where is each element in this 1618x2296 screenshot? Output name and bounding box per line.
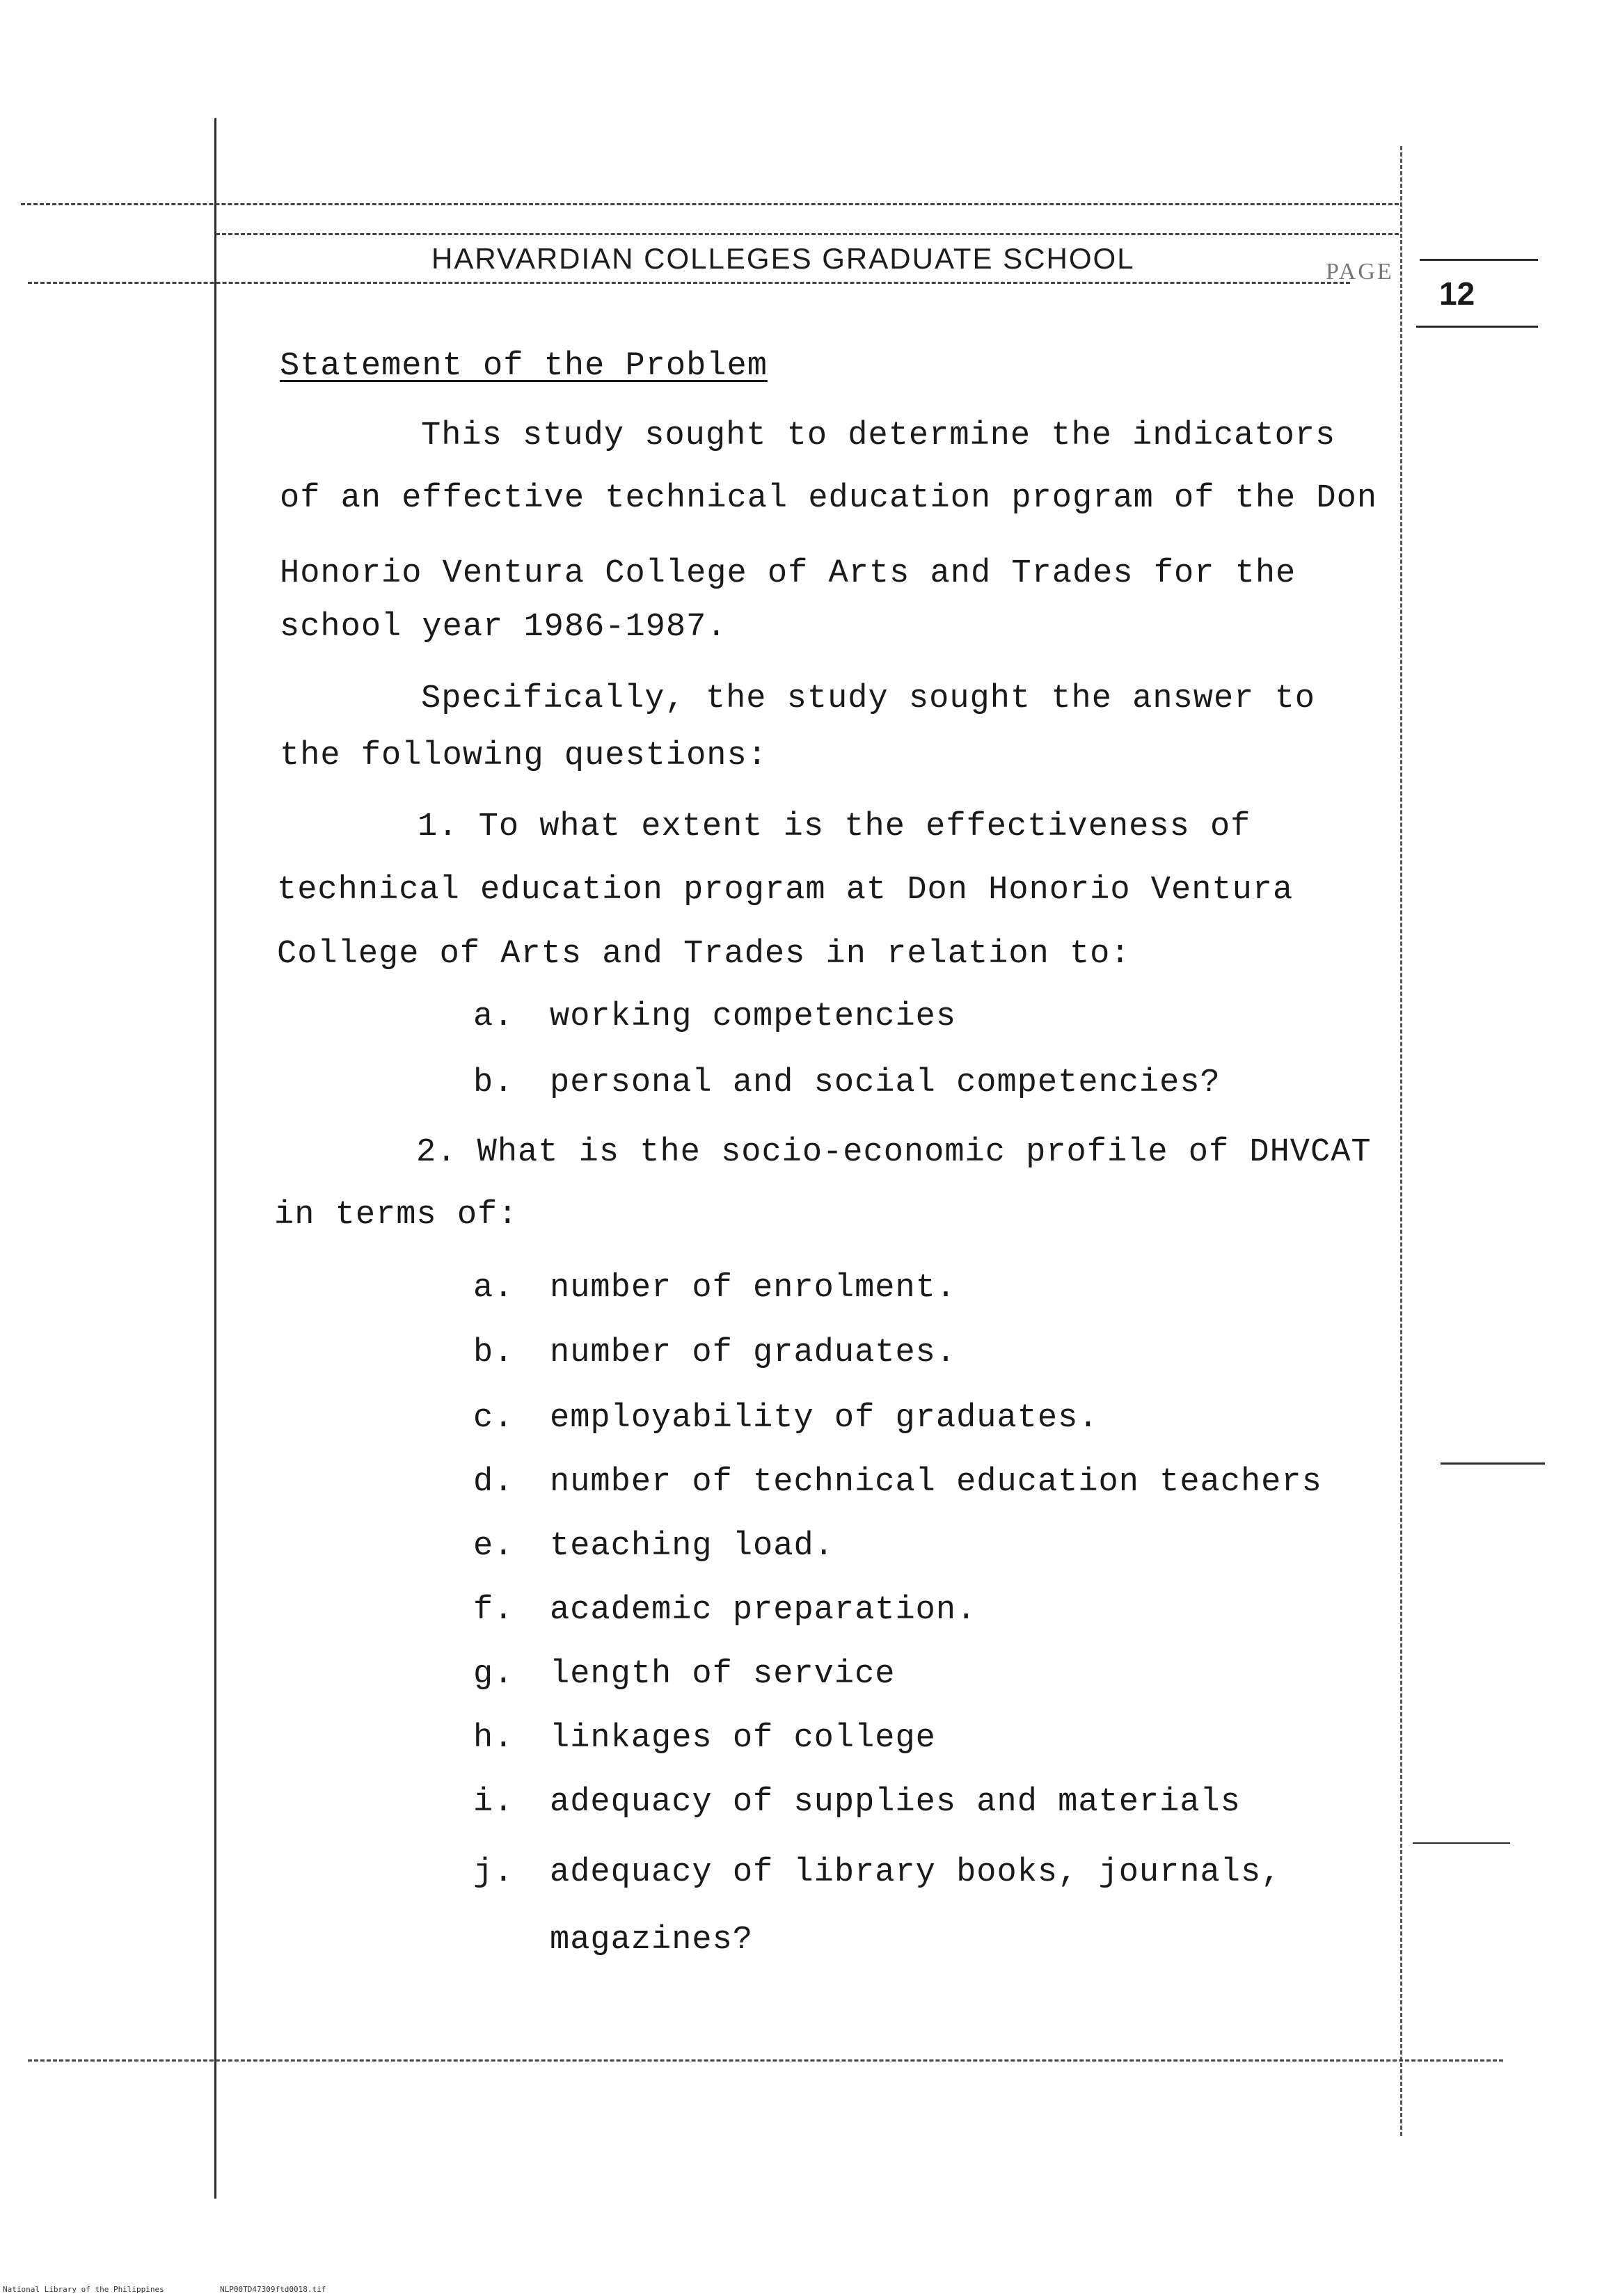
question-2-item-text: adequacy of library books, journals, — [550, 1854, 1282, 1891]
question-2-item-text: academic preparation. — [550, 1592, 977, 1629]
question-2-item-text: number of technical education teachers — [550, 1464, 1322, 1501]
question-1-line-2: technical education program at Don Honorio Ventura — [277, 872, 1294, 909]
right-side-rule-1 — [1441, 1462, 1545, 1465]
question-2-item-letter: b. — [473, 1334, 514, 1371]
header-lower-rule — [28, 282, 1350, 284]
question-1-line-1: 1. To what extent is the effectiveness of — [418, 808, 1251, 845]
page-label: PAGE — [1326, 259, 1394, 285]
top-frame-rule — [21, 203, 1399, 205]
question-2-item-letter: i. — [473, 1784, 514, 1821]
question-2-item-text: length of service — [550, 1656, 896, 1693]
paragraph-2-line-1: Specifically, the study sought the answer to — [421, 680, 1316, 717]
question-2-item-letter: e. — [473, 1528, 514, 1565]
question-2-line-1: 2. What is the socio-economic profile of DHVCAT — [416, 1134, 1372, 1171]
section-heading: Statement of the Problem — [280, 348, 768, 385]
question-2-item-text: number of graduates. — [550, 1334, 957, 1371]
question-2-item-text: linkages of college — [550, 1720, 936, 1757]
question-1-line-3: College of Arts and Trades in relation to: — [277, 936, 1131, 973]
question-1-item-letter: b. — [473, 1065, 514, 1101]
question-2-item-text: teaching load. — [550, 1528, 834, 1565]
right-margin-rule — [1400, 146, 1402, 2136]
question-2-item-letter: j. — [473, 1854, 514, 1891]
question-2-item-letter: a. — [473, 1270, 514, 1307]
school-header-title: HARVARDIAN COLLEGES GRADUATE SCHOOL — [431, 242, 1135, 275]
footer-filename: NLP00TD47309ftd0018.tif — [220, 2285, 326, 2294]
left-margin-rule — [214, 118, 216, 2199]
question-2-item-text: employability of graduates. — [550, 1400, 1099, 1437]
question-1-item-text: personal and social competencies? — [550, 1065, 1221, 1101]
question-2-continuation: magazines? — [550, 1922, 754, 1959]
question-1-item-letter: a. — [473, 998, 514, 1035]
question-2-item-text: number of enrolment. — [550, 1270, 957, 1307]
page-number: 12 — [1439, 276, 1475, 312]
page-number-rule-bottom — [1416, 326, 1538, 328]
bottom-frame-rule — [28, 2059, 1503, 2062]
paragraph-1-line-3: Honorio Ventura College of Arts and Trades for the — [280, 555, 1296, 592]
question-2-item-letter: c. — [473, 1400, 514, 1437]
question-1-item-text: working competencies — [550, 998, 957, 1035]
header-upper-rule — [216, 233, 1399, 235]
question-2-line-2: in terms of: — [274, 1197, 518, 1234]
question-2-item-text: adequacy of supplies and materials — [550, 1784, 1241, 1821]
question-2-item-letter: h. — [473, 1720, 514, 1757]
question-2-item-letter: f. — [473, 1592, 514, 1629]
paragraph-2-line-2: the following questions: — [280, 738, 768, 774]
footer-library: National Library of the Philippines — [3, 2285, 164, 2294]
paragraph-1-line-2: of an effective technical education program of the Don — [280, 480, 1378, 517]
right-side-rule-2 — [1413, 1842, 1510, 1844]
question-2-item-letter: g. — [473, 1656, 514, 1693]
paragraph-1-line-1: This study sought to determine the indicators — [421, 417, 1336, 454]
paragraph-1-line-4: school year 1986-1987. — [280, 609, 727, 646]
question-2-item-letter: d. — [473, 1464, 514, 1501]
page-number-rule-top — [1420, 259, 1538, 261]
